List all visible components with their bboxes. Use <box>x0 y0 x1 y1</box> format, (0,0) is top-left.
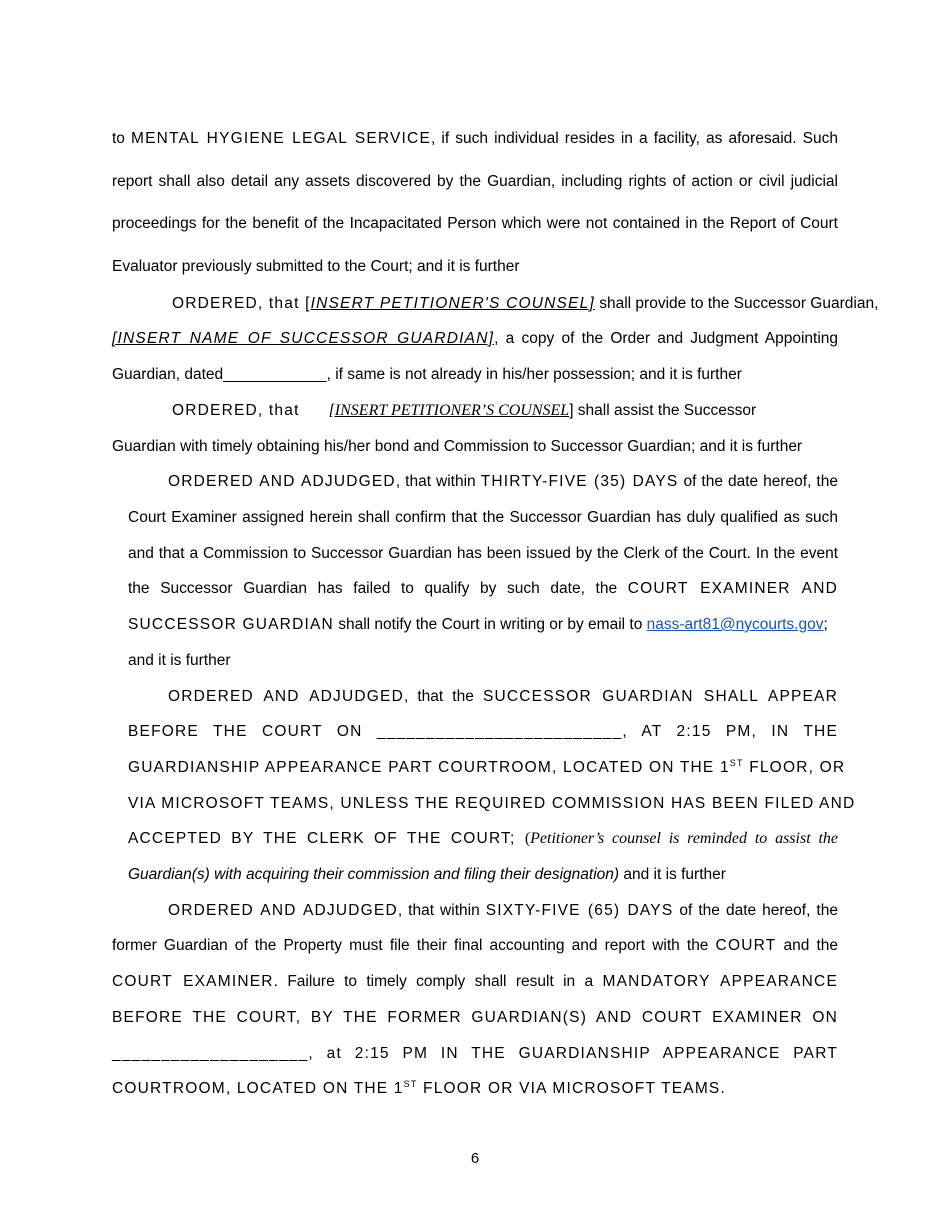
para-line: Court Examiner assigned herein shall confirm that the Successor Guardian has duly qualified as such <box>128 509 838 526</box>
para-line: COURT EXAMINER. Failure to timely comply shall result in a MANDATORY APPEARANCE <box>112 973 838 990</box>
para-line: ORDERED AND ADJUDGED, that within THIRTY-FIVE (35) DAYS of the date hereof, the <box>168 473 838 490</box>
para-line: VIA MICROSOFT TEAMS, UNLESS THE REQUIRED COMMISSION HAS BEEN FILED AND <box>128 795 856 812</box>
para-line: ORDERED AND ADJUDGED, that within SIXTY-FIVE (65) DAYS of the date hereof, the <box>168 902 838 919</box>
para-line: Evaluator previously submitted to the Court; and it is further <box>112 258 520 275</box>
para-line: and that a Commission to Successor Guardian has been issued by the Clerk of the Court. In the event <box>128 545 838 562</box>
para-line: BEFORE THE COURT, BY THE FORMER GUARDIAN(S) AND COURT EXAMINER ON <box>112 1009 838 1026</box>
para-line: ORDERED, that [INSERT PETITIONER’S COUNSEL] shall assist the Successor <box>172 402 757 419</box>
para-line: to MENTAL HYGIENE LEGAL SERVICE, if such individual resides in a facility, as aforesaid. Such <box>112 130 838 147</box>
para-line: [INSERT NAME OF SUCCESSOR GUARDIAN], a copy of the Order and Judgment Appointing <box>112 330 839 347</box>
para-line: ORDERED AND ADJUDGED, that the SUCCESSOR GUARDIAN SHALL APPEAR <box>168 688 838 705</box>
email-link[interactable]: nass-art81@nycourts.gov <box>646 616 824 633</box>
para-line: SUCCESSOR GUARDIAN shall notify the Court in writing or by email to nass-art81@nycourts.gov; <box>128 616 828 633</box>
para-line: former Guardian of the Property must file their final accounting and report with the COURT and the <box>112 937 838 954</box>
para-line: Guardian, dated____________, if same is not already in his/her possession; and it is further <box>112 366 742 383</box>
para-line: ACCEPTED BY THE CLERK OF THE COURT; (Petitioner’s counsel is reminded to assist the <box>128 830 838 847</box>
para-line: the Successor Guardian has failed to qualify by such date, the COURT EXAMINER AND <box>128 580 839 597</box>
para-line: and it is further <box>128 652 231 669</box>
para-line: ORDERED, that [INSERT PETITIONER'S COUNSEL] shall provide to the Successor Guardian, <box>172 295 879 312</box>
para-line: GUARDIANSHIP APPEARANCE PART COURTROOM, LOCATED ON THE 1ST FLOOR, OR <box>128 758 846 776</box>
para-line: proceedings for the benefit of the Incapacitated Person which were not contained in the Report of Court <box>112 215 838 232</box>
para-line: ____________________, at 2:15 PM IN THE GUARDIANSHIP APPEARANCE PART <box>112 1045 838 1062</box>
para-line: BEFORE THE COURT ON _________________________, AT 2:15 PM, IN THE <box>128 723 838 740</box>
para-line: report shall also detail any assets discovered by the Guardian, including rights of action or civil judicial <box>112 173 838 190</box>
para-line: COURTROOM, LOCATED ON THE 1ST FLOOR OR VIA MICROSOFT TEAMS. <box>112 1079 726 1097</box>
para-line: Guardian with timely obtaining his/her bond and Commission to Successor Guardian; and it is further <box>112 438 803 455</box>
page-number: 6 <box>470 1150 480 1167</box>
para-line: Guardian(s) with acquiring their commission and filing their designation) and it is further <box>128 866 726 883</box>
